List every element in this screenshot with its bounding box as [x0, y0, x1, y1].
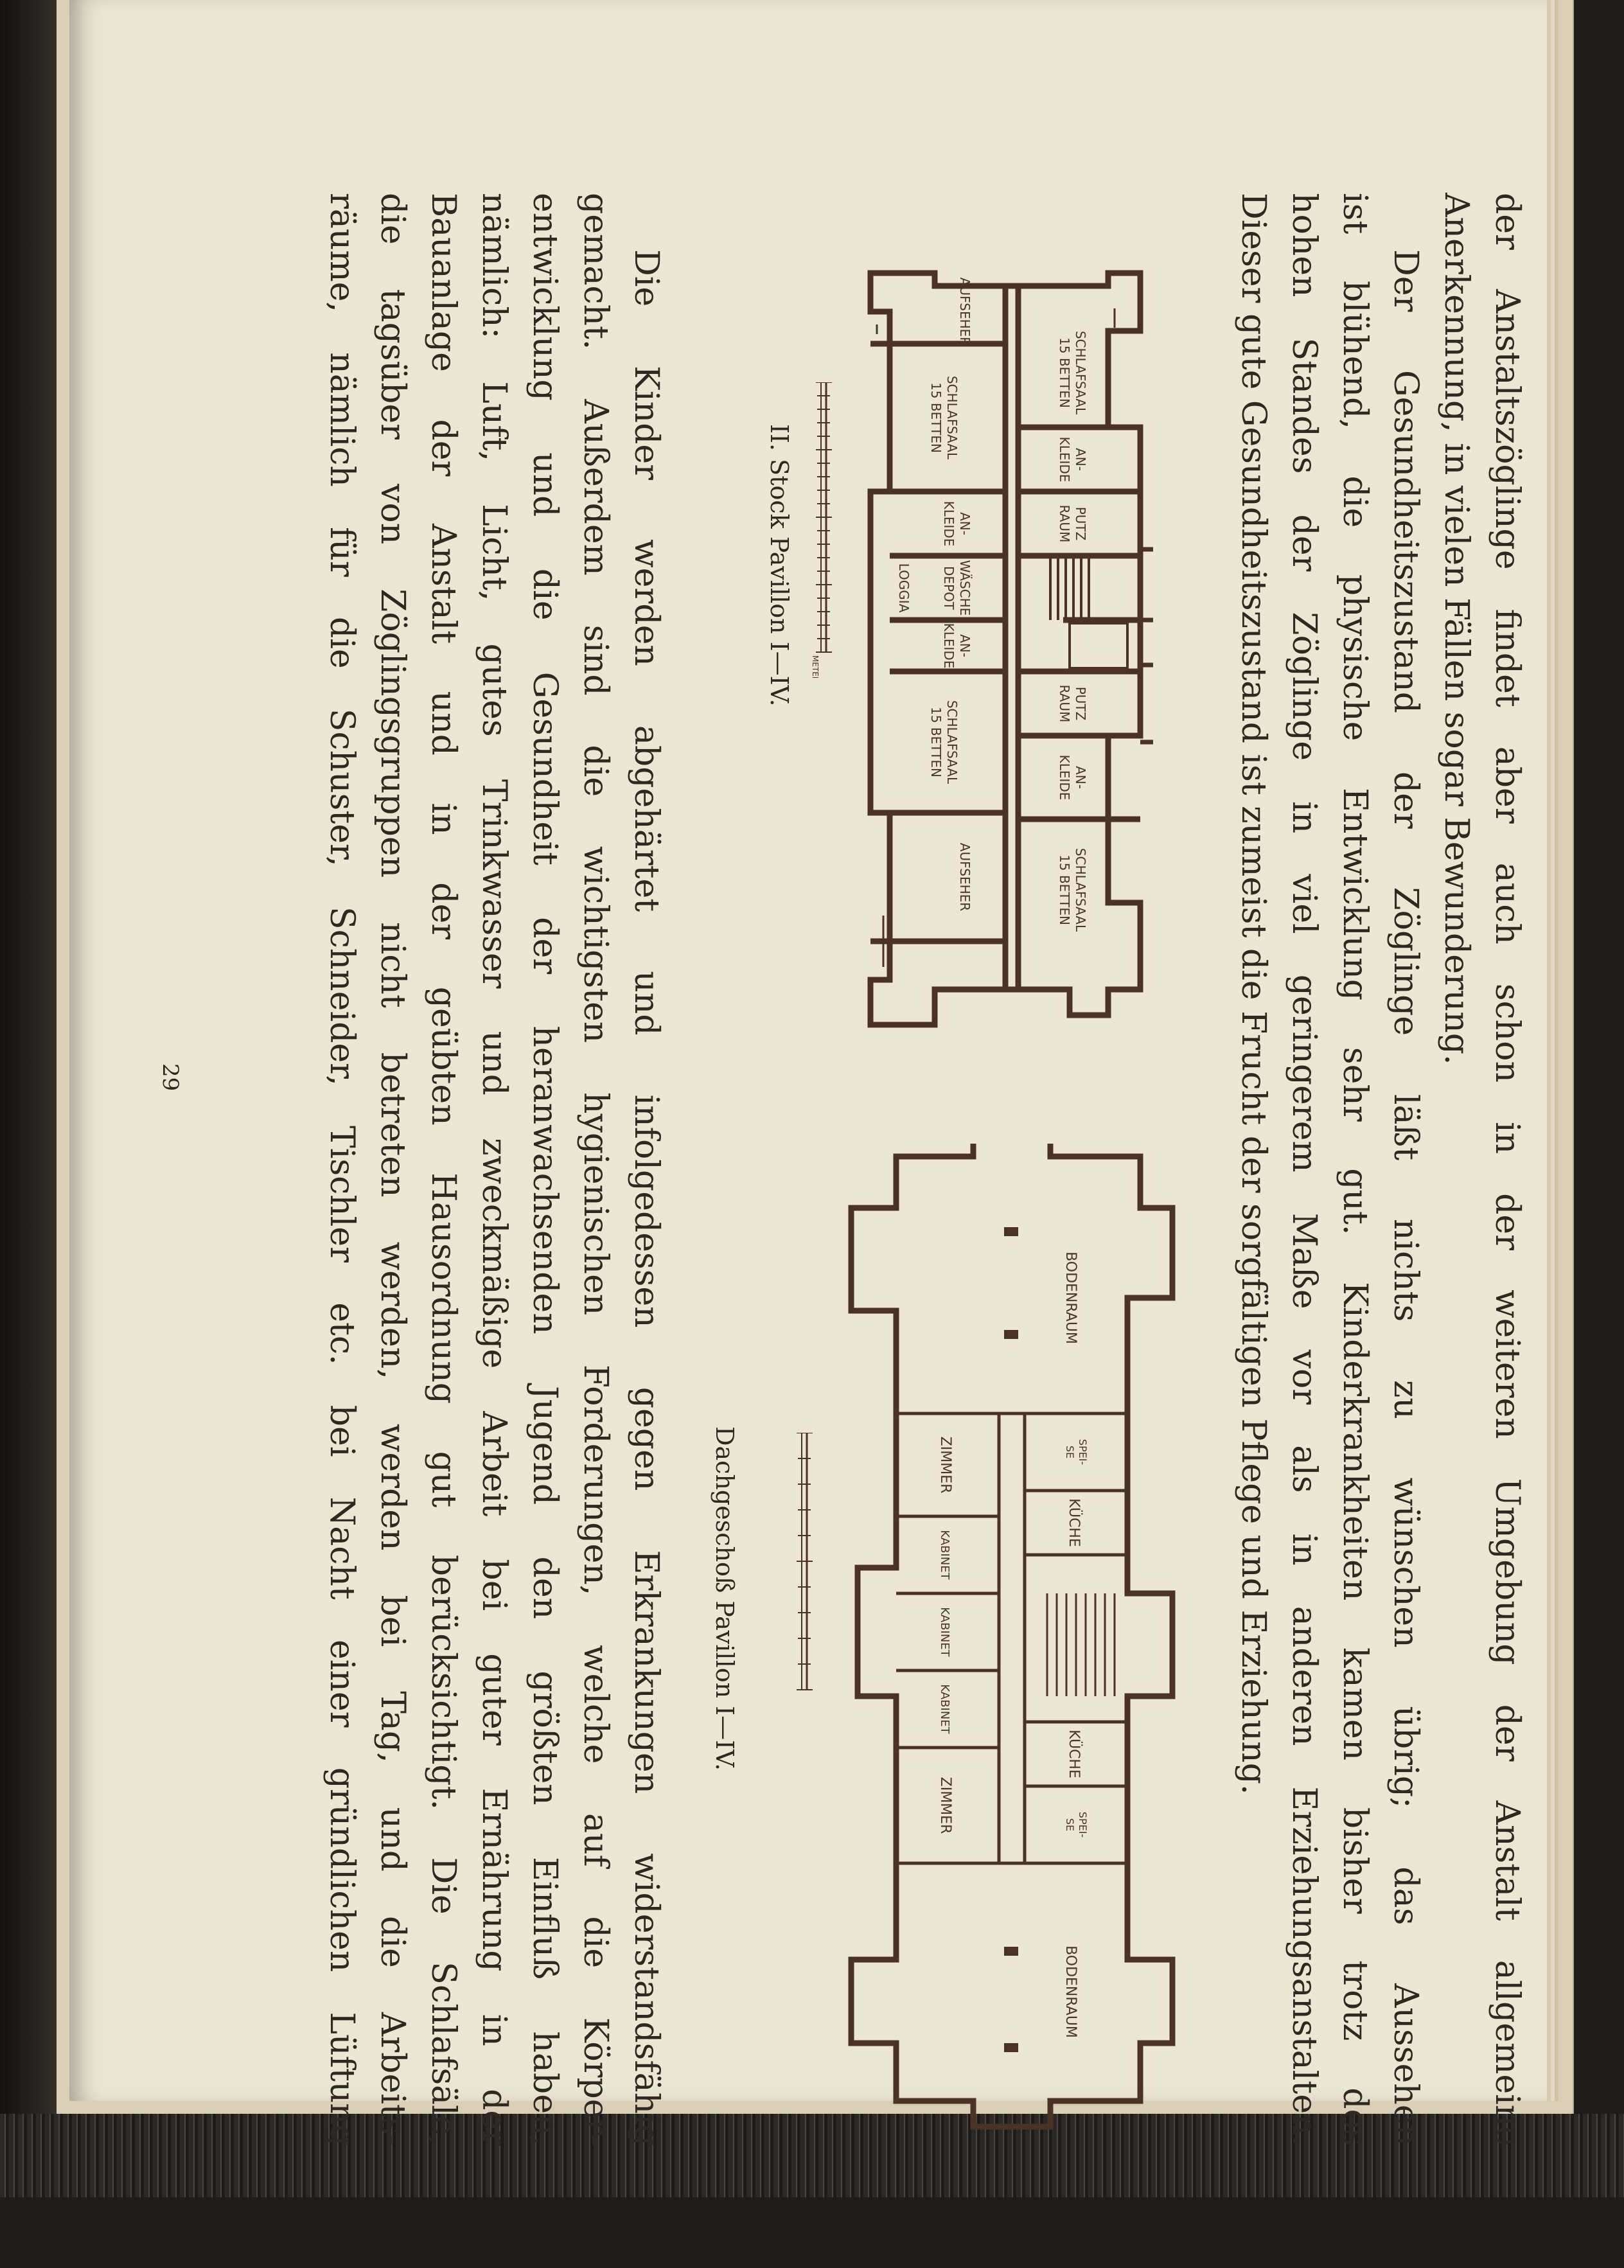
- page-number: 29: [157, 1063, 183, 1092]
- room-label: 15 BETTEN: [1057, 337, 1072, 408]
- room-label: KLEIDE: [1057, 436, 1072, 483]
- room-label: PUTZ: [1073, 686, 1088, 721]
- room-label: KABINET: [938, 1607, 951, 1657]
- text-line: gemacht. Außerdem sind die wichtigsten hygienischen Forderungen, welche auf die Körper-: [576, 193, 615, 2146]
- room-label: KLEIDE: [1057, 754, 1072, 801]
- svg-text:PUTZ: [1073, 507, 1088, 541]
- room-label: BODENRAUM: [1063, 1945, 1079, 2038]
- body-paragraph: [316, 193, 671, 2146]
- scale-bar: [807, 382, 835, 678]
- text-line: hohen Standes der Zöglinge in viel geringerem Maße vor als in anderen Erziehungsanstalten.: [1285, 193, 1323, 2146]
- svg-text:15 BETTEN: [1057, 855, 1072, 925]
- svg-text:AUFSEHER: [957, 278, 973, 346]
- svg-text:PUTZ: [1073, 687, 1088, 721]
- room-label: RAUM: [1057, 684, 1072, 723]
- book-spine: [0, 0, 61, 2197]
- room-label: SCHLAFSAAL: [1073, 330, 1088, 415]
- svg-text:KLEIDE: [941, 501, 957, 547]
- text-line: der Anstaltszöglinge findet aber auch schon in der weiteren Umgebung der Anstalt allgemeine: [1488, 193, 1526, 2146]
- room-label: AN-: [957, 634, 973, 657]
- svg-text:KLEIDE: [941, 623, 957, 669]
- svg-text:KLEIDE: [1057, 437, 1072, 483]
- floor-plan-attic: [823, 1144, 1185, 2146]
- figure-caption: Dachgeschoß Pavillon I—IV.: [710, 1426, 739, 1771]
- scale-bar: [788, 1433, 816, 1703]
- floor-plan-second-floor: [855, 247, 1153, 1095]
- room-label: AN-: [957, 512, 973, 535]
- room-label: AN-: [1073, 448, 1088, 471]
- svg-text:SCHLAFSAAL: [944, 700, 960, 784]
- text-line: Die Kinder werden abgehärtet und infolgedessen gegen Erkrankungen widerstandsfähig: [627, 249, 666, 2146]
- svg-text:AUFSEHER: [957, 843, 973, 911]
- svg-text:LOGGIA: [896, 563, 912, 613]
- room-label: SCHLAFSAAL: [944, 375, 960, 460]
- room-label: SPEI-: [1077, 1439, 1089, 1466]
- intro-paragraph: [1431, 193, 1532, 2146]
- room-label: SE: [1064, 1818, 1076, 1832]
- text-line: Bauanlage der Anstalt und in der geübten Hausordnung gut berücksichtigt. Die Schlafsäle,: [424, 193, 463, 2146]
- svg-text:AN-: [957, 512, 973, 535]
- svg-text:15 BETTEN: [928, 707, 944, 777]
- room-label: 15 BETTEN: [928, 707, 944, 777]
- svg-text:SCHLAFSAAL: [1073, 848, 1088, 932]
- room-label: AN-: [1073, 766, 1088, 789]
- room-label: WÄSCHE: [957, 560, 973, 616]
- room-label: SE: [1064, 1445, 1076, 1459]
- room-label: KLEIDE: [941, 623, 957, 669]
- svg-text:DEPOT: [941, 566, 957, 610]
- svg-text:AN-: [1073, 448, 1088, 471]
- room-label: ZIMMER: [937, 1436, 953, 1494]
- room-label: AUFSEHER: [957, 842, 973, 912]
- figure-caption: II. Stock Pavillon I—IV.: [765, 424, 793, 707]
- room-label: KLEIDE: [941, 501, 957, 547]
- room-label: KABINET: [938, 1684, 951, 1734]
- room-label: KÜCHE: [1066, 1498, 1082, 1547]
- room-label: SPEI-: [1077, 1811, 1089, 1838]
- text-line: nämlich: Luft, Licht, gutes Trinkwasser und zweckmäßige Arbeit bei guter Ernährung in der: [475, 193, 513, 2146]
- text-line: räume, nämlich für die Schuster, Schneider, Tischler etc. bei Nacht einer gründlichen Lüftung: [322, 193, 361, 2146]
- svg-text:AN-: [1073, 766, 1088, 789]
- room-label: AUFSEHER: [957, 277, 973, 346]
- text-line: Dieser gute Gesundheitszustand ist zumeist die Frucht der sorgfältigen Pflege und Erziehung.: [1234, 193, 1273, 1795]
- svg-text:15 BETTEN: [928, 382, 944, 453]
- room-label: 15 BETTEN: [928, 382, 944, 453]
- room-label: LOGGIA: [896, 563, 912, 613]
- room-label: RAUM: [1057, 504, 1072, 543]
- room-label: DEPOT: [941, 565, 957, 610]
- svg-text:15 BETTEN: [1057, 337, 1072, 408]
- svg-text:SCHLAFSAAL: [944, 376, 960, 460]
- room-label: KABINET: [938, 1530, 951, 1580]
- room-label: KÜCHE: [1066, 1730, 1082, 1778]
- text-line: Der Gesundheitszustand der Zöglinge läßt nichts zu wünschen übrig; das Aussehen: [1386, 249, 1425, 2146]
- text-line: die tagsüber von Zöglingsgruppen nicht betreten werden, werden bei Tag, und die Arbeits-: [373, 193, 412, 2146]
- room-label: ZIMMER: [937, 1776, 953, 1834]
- room-label: SCHLAFSAAL: [944, 700, 960, 784]
- health-paragraph: [1228, 193, 1431, 2146]
- text-line: ist blühend, die physische Entwicklung sehr gut. Kinderkrankheiten kamen bisher trotz des: [1336, 193, 1374, 2146]
- svg-text:KLEIDE: [1057, 755, 1072, 801]
- svg-text:AN-: [957, 634, 973, 657]
- rotated-page-content: [125, 154, 1532, 2268]
- room-label: BODENRAUM: [1063, 1252, 1079, 1344]
- room-label: SCHLAFSAAL: [1073, 847, 1088, 932]
- room-label: PUTZ: [1073, 506, 1088, 541]
- svg-text:WÄSCHE: [957, 560, 973, 616]
- room-label: 15 BETTEN: [1057, 855, 1072, 925]
- text-line: Anerkennung, in vielen Fällen sogar Bewunderung.: [1437, 193, 1476, 1065]
- svg-text:RAUM: [1057, 505, 1072, 543]
- svg-text:RAUM: [1057, 685, 1072, 723]
- svg-text:SCHLAFSAAL: [1073, 331, 1088, 415]
- scale-unit: METER: [811, 655, 820, 678]
- text-line: entwicklung und die Gesundheit der heranwachsenden Jugend den größten Einfluß haben,: [525, 193, 564, 2146]
